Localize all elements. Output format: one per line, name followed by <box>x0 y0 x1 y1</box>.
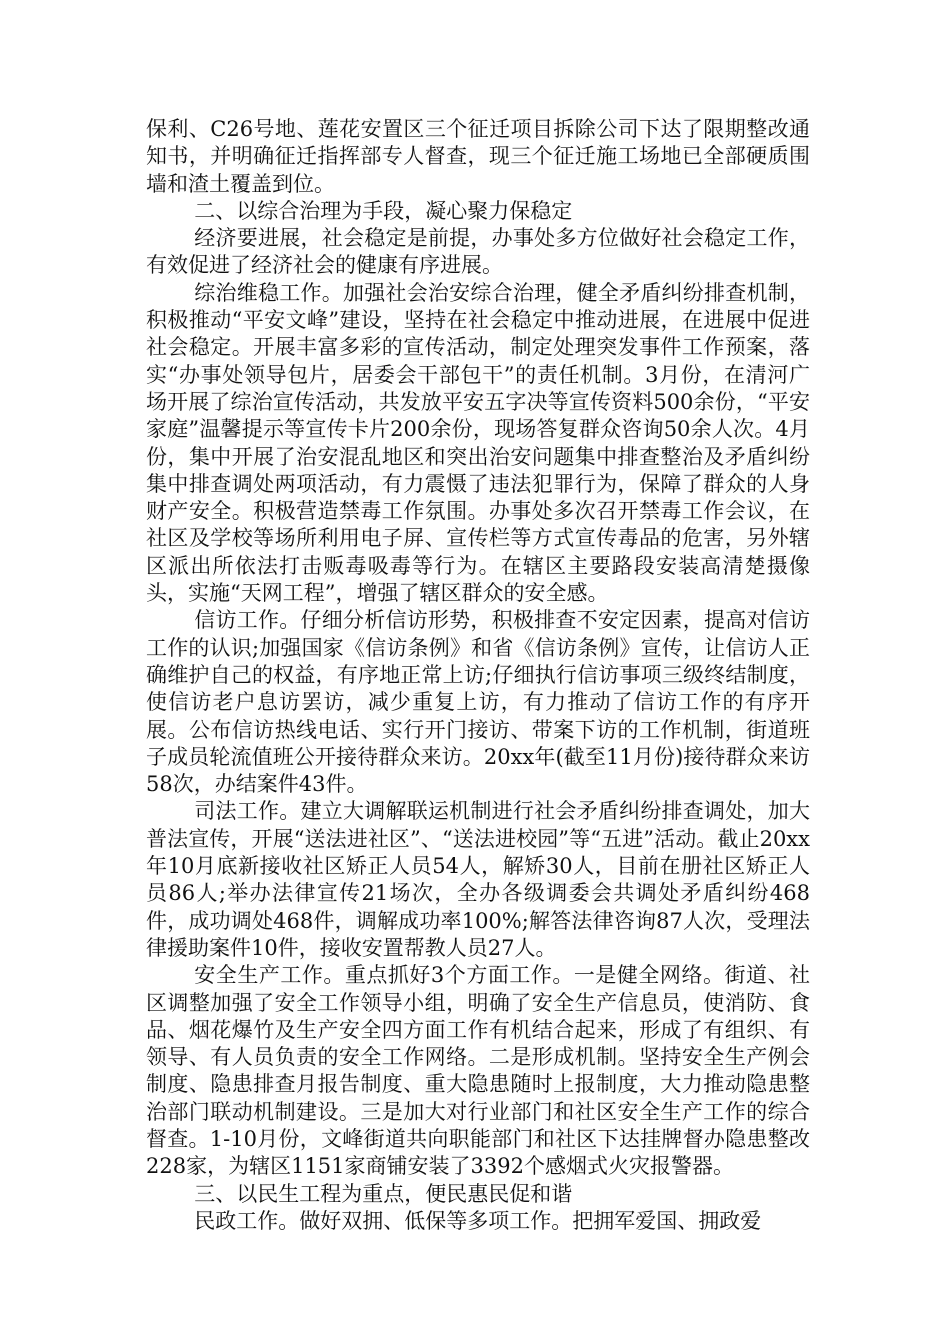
section-heading-livelihood: 三、以民生工程为重点，便民惠民促和谐 <box>194 1181 573 1206</box>
paragraph-social-stability-intro: 经济要进展，社会稳定是前提，办事处多方位做好社会稳定工作，有效促进了经济社会的健康有序进展。 <box>146 226 810 278</box>
paragraph-demolition-notice: 保利、C26号地、莲花安置区三个征迁项目拆除公司下达了限期整改通知书，并明确征迁指挥部专人督查，现三个征迁施工场地已全部硬质围墙和渣土覆盖到位。 <box>146 117 810 196</box>
section-heading-comprehensive-governance: 二、以综合治理为手段，凝心聚力保稳定 <box>194 198 573 223</box>
document-page <box>146 116 810 1235</box>
paragraph-stability-work: 综治维稳工作。加强社会治安综合治理，健全矛盾纠纷排查机制，积极推动“平安文峰”建设，坚持在社会稳定中推动进展，在进展中促进社会稳定。开展丰富多彩的宣传活动，制定处理突发事件工作预案，落实“办事处领导包片，居委会干部包干”的责任机制。3月份，在清河广场开展了综治宣传活动，共发放平安五字决等宣传资料500余份，“平安家庭”温馨提示等宣传卡片200余份，现场答复群众咨询50余人次。4月份，集中开展了治安混乱地区和突出治安问题集中排查整治及矛盾纠纷集中排查调处两项活动，有力震慑了违法犯罪行为，保障了群众的人身财产安全。积极营造禁毒工作氛围。办事处多次召开禁毒工作会议，在社区及学校等场所利用电子屏、宣传栏等方式宣传毒品的危害，另外辖区派出所依法打击贩毒吸毒等行为。在辖区主要路段安装高清楚摄像头，实施“天网工程”，增强了辖区群众的安全感。 <box>146 280 810 606</box>
paragraph-civil-affairs: 民政工作。做好双拥、低保等多项工作。把拥军爱国、拥政爱 <box>194 1208 762 1233</box>
paragraph-judicial-work: 司法工作。建立大调解联运机制进行社会矛盾纠纷排查调处，加大普法宣传，开展“送法进社区”、“送法进校园”等“五进”活动。截止20xx年10月底新接收社区矫正人员54人，解矫30人，目前在册社区矫正人员86人;举办法律宣传21场次，全办各级调委会共调处矛盾纠纷468件，成功调处468件，调解成功率100%;解答法律咨询87人次，受理法律援助案件10件，接收安置帮教人员27人。 <box>146 799 810 960</box>
paragraph-petition-work: 信访工作。仔细分析信访形势，积极排查不安定因素，提高对信访工作的认识;加强国家《信访条例》和省《信访条例》宣传，让信访人正确维护自己的权益，有序地正常上访;仔细执行信访事项三级终结制度，使信访老户息访罢访，减少重复上访，有力推动了信访工作的有序开展。公布信访热线电话、实行开门接访、带案下访的工作机制，街道班子成员轮流值班公开接待群众来访。20xx年(截至11月份)接待群众来访58次，办结案件43件。 <box>146 608 810 797</box>
paragraph-safety-production: 安全生产工作。重点抓好3个方面工作。一是健全网络。街道、社区调整加强了安全工作领导小组，明确了安全生产信息员，使消防、食品、烟花爆竹及生产安全四方面工作有机结合起来，形成了有组织、有领导、有人员负责的安全工作网络。二是形成机制。坚持安全生产例会制度、隐患排查月报告制度、重大隐患随时上报制度，大力推动隐患整治部门联动机制建设。三是加大对行业部门和社区安全生产工作的综合督查。1-10月份，文峰街道共向职能部门和社区下达挂牌督办隐患整改228家，为辖区1151家商铺安装了3392个感烟式火灾报警器。 <box>146 963 810 1179</box>
